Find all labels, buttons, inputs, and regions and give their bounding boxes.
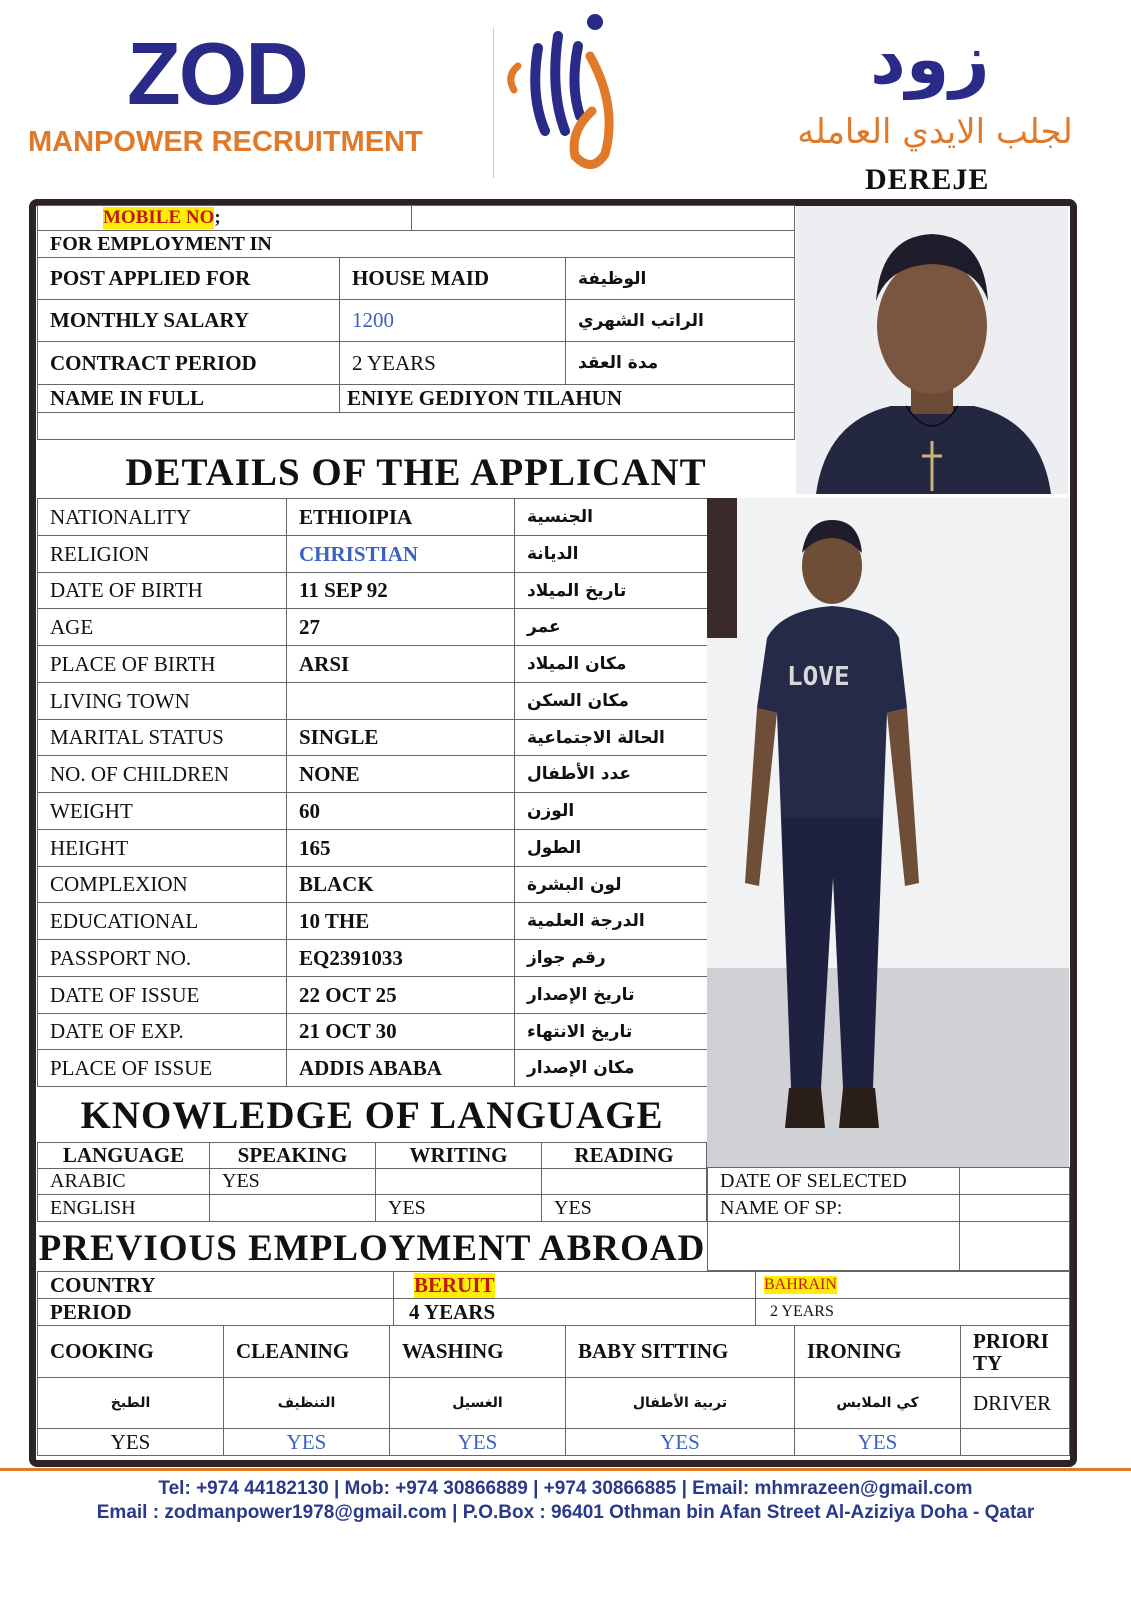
salary-label-arabic: الراتب الشهري [565,299,795,342]
mobile-separator: ; [214,207,221,228]
mobile-label: MOBILE NO [103,207,215,228]
detail-value: BLACK [286,866,515,903]
detail-value: ADDIS ABABA [286,1049,515,1087]
sp-blank-right [959,1221,1070,1271]
mobile-label-cell [37,205,412,231]
country-label: COUNTRY [37,1271,394,1299]
skill-value: YES [223,1428,390,1456]
detail-label-arabic: مكان الإصدار [514,1049,708,1087]
footer-divider [0,1468,1131,1471]
sp-blank-left [707,1221,960,1271]
detail-label-arabic: الدرجة العلمية [514,902,708,940]
country-2-cell [755,1271,1070,1299]
full-body-photo [707,498,1069,1167]
name-label: NAME IN FULL [37,384,340,413]
detail-label-arabic: تاريخ الانتهاء [514,1013,708,1050]
name-value: ENIYE GEDIYON TILAHUN [339,384,795,413]
brand-subtitle-arabic: لجلب الايدي العامله [797,112,1073,152]
period-label: PERIOD [37,1298,394,1326]
period-2: 2 YEARS [755,1298,1070,1326]
detail-label-arabic: رقم جواز [514,939,708,977]
contract-label-arabic: مدة العقد [565,341,795,385]
detail-label: COMPLEXION [37,866,287,903]
brand-name: ZOD [127,24,307,123]
detail-label-arabic: عمر [514,608,708,646]
contract-value: 2 YEARS [339,341,566,385]
detail-label: NATIONALITY [37,498,287,536]
detail-value: ETHIOIPIA [286,498,515,536]
detail-value: 21 OCT 30 [286,1013,515,1050]
salary-value: 1200 [339,299,566,342]
skill-value: YES [565,1428,795,1456]
brand-name-arabic: زود [870,18,990,100]
skill-label-arabic: التنظيف [223,1377,390,1429]
skill-header: BABY SITTING [565,1325,795,1378]
skill-label-arabic: الطبخ [37,1377,224,1429]
for-employment-label: FOR EMPLOYMENT IN [37,230,795,258]
skill-label-arabic: كي الملابس [794,1377,961,1429]
detail-label: DATE OF ISSUE [37,976,287,1014]
language-title: KNOWLEDGE OF LANGUAGE [80,1094,664,1137]
detail-label: AGE [37,608,287,646]
detail-label-arabic: الحالة الاجتماعية [514,719,708,756]
previous-title: PREVIOUS EMPLOYMENT ABROAD [38,1228,706,1269]
language-skill-value [375,1168,542,1195]
company-logo-icon [500,6,635,176]
language-skill-value [209,1194,376,1222]
portrait-photo [796,206,1068,494]
brand-subtitle: MANPOWER RECRUITMENT [28,126,423,158]
detail-label-arabic: لون البشرة [514,866,708,903]
mobile-value-cell [411,205,795,231]
skill-header: COOKING [37,1325,224,1378]
contract-label: CONTRACT PERIOD [37,341,340,385]
portrait-figure-icon [796,206,1068,494]
language-header: LANGUAGE [37,1142,210,1169]
detail-value: 10 THE [286,902,515,940]
detail-value: 165 [286,829,515,867]
post-label: POST APPLIED FOR [37,257,340,300]
detail-label-arabic: تاريخ الإصدار [514,976,708,1014]
priority-value: DRIVER [960,1377,1070,1429]
country-1: BERUIT [414,1272,495,1297]
full-body-figure-icon [707,498,1069,1167]
detail-label: EDUCATIONAL [37,902,287,940]
period-1: 4 YEARS [393,1298,756,1326]
detail-label-arabic: مكان الميلاد [514,645,708,683]
detail-label: WEIGHT [37,792,287,830]
language-header: WRITING [375,1142,542,1169]
detail-value: 11 SEP 92 [286,572,515,609]
spacer-row [37,412,795,440]
priority-blank [960,1428,1070,1456]
detail-label-arabic: الديانة [514,535,708,573]
detail-label: DATE OF BIRTH [37,572,287,609]
detail-value: SINGLE [286,719,515,756]
post-value: HOUSE MAID [339,257,566,300]
language-skill-value: YES [375,1194,542,1222]
agent-name: DEREJE [865,163,990,196]
detail-value [286,682,515,720]
detail-value: CHRISTIAN [286,535,515,573]
language-skill-value: YES [209,1168,376,1195]
footer-address-line: Email : zodmanpower1978@gmail.com | P.O.Box : 96401 Othman bin Afan Street Al-Aziziya Doha - Qatar [96,1502,1035,1523]
detail-label: PLACE OF ISSUE [37,1049,287,1087]
skill-value: YES [794,1428,961,1456]
header-divider [493,28,494,178]
skill-value: YES [37,1428,224,1456]
skill-value: YES [389,1428,566,1456]
date-selected-label: DATE OF SELECTED [707,1167,960,1195]
language-skill-value: YES [541,1194,707,1222]
language-name: ENGLISH [37,1194,210,1222]
footer-contact-line: Tel: +974 44182130 | Mob: +974 30866889 | +974 30866885 | Email: mhmrazeen@gmail.com [158,1478,973,1499]
detail-value: ARSI [286,645,515,683]
detail-value: 27 [286,608,515,646]
country-1-cell [393,1271,756,1299]
detail-label-arabic: الجنسية [514,498,708,536]
detail-label-arabic: تاريخ الميلاد [514,572,708,609]
skill-label-arabic: تربية الأطفال [565,1377,795,1429]
detail-label: DATE OF EXP. [37,1013,287,1050]
detail-label-arabic: عدد الأطفال [514,755,708,793]
detail-label: RELIGION [37,535,287,573]
detail-label: PLACE OF BIRTH [37,645,287,683]
language-skill-value [541,1168,707,1195]
name-sp-label: NAME OF SP: [707,1194,960,1222]
detail-value: NONE [286,755,515,793]
detail-value: 60 [286,792,515,830]
skill-label-arabic: الغسيل [389,1377,566,1429]
salary-label: MONTHLY SALARY [37,299,340,342]
detail-label-arabic: الطول [514,829,708,867]
language-name: ARABIC [37,1168,210,1195]
detail-value: EQ2391033 [286,939,515,977]
priority-header: PRIORI TY [960,1325,1070,1378]
detail-label: PASSPORT NO. [37,939,287,977]
detail-label: MARITAL STATUS [37,719,287,756]
detail-label: LIVING TOWN [37,682,287,720]
detail-label: HEIGHT [37,829,287,867]
detail-label-arabic: مكان السكن [514,682,708,720]
details-title: DETAILS OF THE APPLICANT [125,451,707,494]
country-2: BAHRAIN [764,1276,837,1293]
language-header: READING [541,1142,707,1169]
detail-label-arabic: الوزن [514,792,708,830]
skill-header: WASHING [389,1325,566,1378]
date-selected-value [959,1167,1070,1195]
detail-label: NO. OF CHILDREN [37,755,287,793]
skill-header: IRONING [794,1325,961,1378]
language-header: SPEAKING [209,1142,376,1169]
name-sp-value [959,1194,1070,1222]
svg-text:LOVE: LOVE [787,662,850,692]
skill-header: CLEANING [223,1325,390,1378]
detail-value: 22 OCT 25 [286,976,515,1014]
post-label-arabic: الوظيفة [565,257,795,300]
